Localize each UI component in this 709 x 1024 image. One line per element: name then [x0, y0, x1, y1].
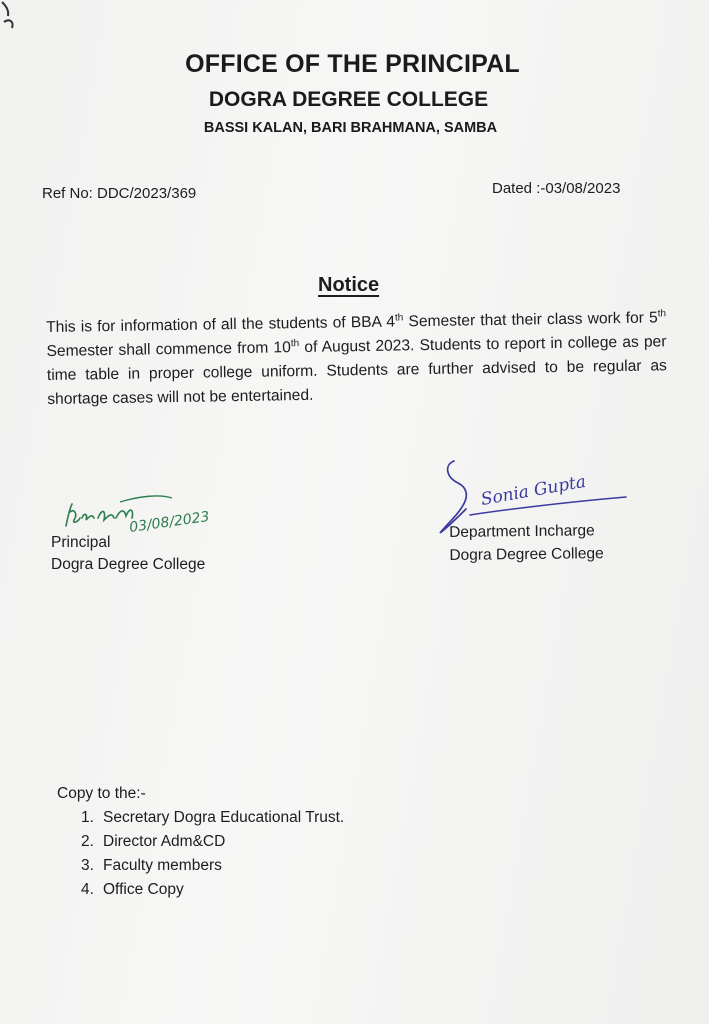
- notice-title: Notice: [318, 274, 380, 296]
- copy-list-item: [81, 854, 344, 878]
- body-text-4: of August 2023. Students to report in college as per time table in proper college uniform. Students are further advised to be regular as shortage cases will not be entertained.: [46, 333, 667, 408]
- reference-number: Ref No: DDC/2023/369: [42, 185, 197, 202]
- principal-title: Principal: [51, 534, 111, 551]
- college-heading: DOGRA DEGREE COLLEGE: [208, 88, 489, 111]
- copy-list: [57, 806, 344, 902]
- copy-item-number: 4.: [81, 881, 94, 898]
- principal-signature-date: 03/08/2023: [128, 508, 211, 536]
- copy-item-number: 2.: [81, 833, 94, 850]
- copy-list-item: [81, 830, 344, 854]
- body-text-3: Semester shall commence from 10: [46, 339, 291, 360]
- body-text-2: Semester that their class work for 5: [403, 309, 658, 331]
- corner-ink-mark: [0, 0, 18, 34]
- department-signature-name: Sonia Gupta: [479, 471, 588, 510]
- copy-item-text: Secretary Dogra Educational Trust.: [103, 809, 345, 826]
- copy-item-number: 3.: [81, 857, 94, 874]
- date-line: Dated :-03/08/2023: [492, 180, 621, 197]
- copy-list-item: [81, 806, 344, 830]
- department-org: Dogra Degree College: [449, 545, 604, 564]
- principal-org: Dogra Degree College: [51, 556, 206, 573]
- copy-list-item: [81, 878, 344, 902]
- department-title: Department Incharge: [449, 522, 595, 541]
- copy-item-text: Office Copy: [103, 881, 184, 898]
- department-block: [449, 519, 604, 567]
- address-heading: BASSI KALAN, BARI BRAHMANA, SAMBA: [203, 120, 498, 136]
- copy-item-number: 1.: [81, 809, 94, 826]
- body-text-1: This is for information of all the students of BBA 4: [46, 313, 396, 336]
- body-sup-1: th: [394, 312, 404, 324]
- body-sup-3: th: [290, 338, 300, 350]
- copy-heading: Copy to the:-: [57, 785, 146, 802]
- notice-body: [46, 306, 667, 412]
- office-heading: OFFICE OF THE PRINCIPAL: [185, 50, 520, 78]
- copy-item-text: Director Adm&CD: [103, 833, 226, 850]
- principal-block: [51, 532, 205, 576]
- copy-item-text: Faculty members: [103, 857, 222, 874]
- copy-to-block: [57, 782, 344, 902]
- body-sup-2: th: [657, 308, 667, 320]
